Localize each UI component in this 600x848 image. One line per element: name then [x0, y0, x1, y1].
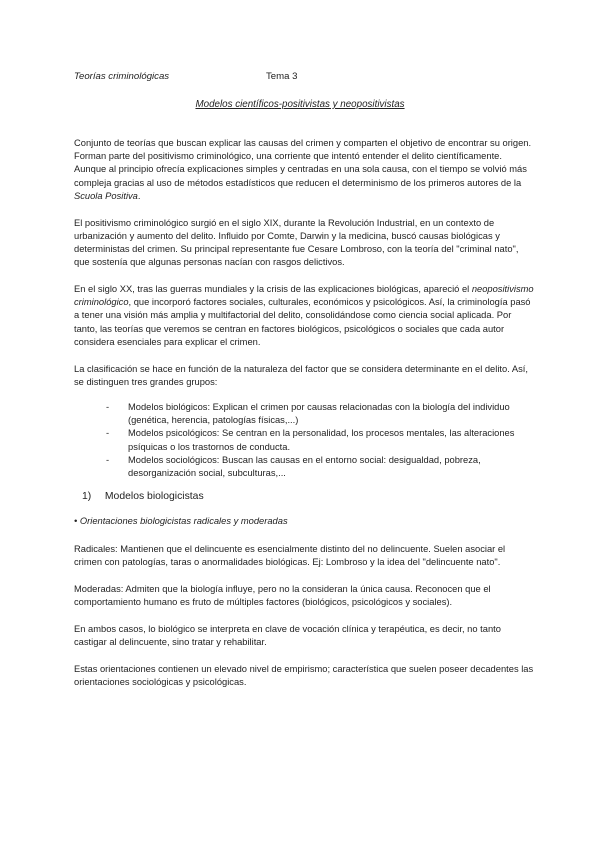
paragraph-neopositivism-end: , que incorporó factores sociales, culturales, económicos y psicológicos. Así, la criminología pasó a tener una visión más amplia y multifactorial del delito, consolidándose como ciencia social aplicada. Por tanto, las teorías que veremos se centran en factores biológicos, psicológicos o sociales que cada autor considera esenciales para explicar el crimen. [74, 297, 531, 347]
paragraph-neopositivism-italic: neopositivismo criminológico [74, 284, 534, 308]
section-heading [82, 490, 534, 503]
header-subject: Teorías criminológicas [74, 71, 170, 82]
paragraph-intro [74, 137, 534, 203]
document-body [74, 137, 534, 703]
page-header [74, 71, 298, 82]
list-item: - Modelos biológicos: Explican el crimen por causas relacionadas con la biología del individuo (genética, herencia, patologías físicas,...) [106, 401, 534, 427]
list-item: - Modelos psicológicos: Se centran en la personalidad, los procesos mentales, las alteraciones psíquicas o los trastornos de conducta. [106, 427, 534, 453]
paragraph-neopositivism [74, 283, 534, 349]
paragraph-classification: La clasificación se hace en función de la naturaleza del factor que se considera determinante en el delito. Así, se distinguen tres grandes grupos: [74, 363, 528, 387]
section-number: 1) [82, 491, 92, 503]
paragraph-intro-end: . [137, 190, 141, 201]
paragraph-positivism: El positivismo criminológico surgió en el siglo XIX, durante la Revolución Industrial, en un contexto de urbanización y aumento del delito. Influido por Comte, Darwin y la medicina, buscó causas biológicas y deterministas del crimen. Su principal representante fue Cesare Lombroso, con la teoría del "criminal nato", que sostenía que algunas personas nacían con rasgos delictivos. [74, 217, 519, 268]
header-tema: Tema 3 [266, 71, 298, 82]
paragraph-moderadas: Moderadas: Admiten que la biología influye, pero no la consideran la única causa. Reconocen que el comportamiento humano es fruto de múltiples factores (biológicos, psicológicos y sociales). [74, 583, 491, 607]
paragraph-radicales: Radicales: Mantienen que el delincuente es esencialmente distinto del no delincuente. Suelen asociar el crimen con patologías, taras o anormalidades biológicas. Ej: Lombroso y la idea del "delincuente nato". [74, 543, 506, 567]
paragraph-ambos-casos: En ambos casos, lo biológico se interpreta en clave de vocación clínica y terapéutica, es decir, no tanto castigar al delincuente, sino tratar y rehabilitar. [74, 623, 501, 647]
paragraph-empirismo: Estas orientaciones contienen un elevado nivel de empirismo; característica que suelen poseer decadentes las orientaciones sociológicas y psicológicas. [74, 663, 534, 687]
document-title: Modelos científicos-positivistas y neopositivistas [195, 99, 405, 110]
paragraph-intro-text: Conjunto de teorías que buscan explicar las causas del crimen y comparten el objetivo de encontrar su origen. Forman parte del positivismo criminológico, una corriente que intentó entender el delito científicamente. Aunque al principio ofrecía explicaciones simples y centradas en una sola causa, con el tiempo se volvió más compleja gracias al uso de métodos estadísticos que reducen el determinismo de los primeros autores de la [74, 138, 532, 188]
list-item: - Modelos sociológicos: Buscan las causas en el entorno social: desigualdad, pobreza, desorganización social, subculturas,... [106, 454, 534, 480]
paragraph-intro-italic: Scuola Positiva [74, 190, 138, 201]
subheading: • Orientaciones biologicistas radicales y moderadas [74, 516, 288, 527]
section-label: Modelos biologicistas [104, 491, 204, 503]
paragraph-neopositivism-start: En el siglo XX, tras las guerras mundiales y la crisis de las explicaciones biológicas, apareció el [74, 284, 472, 295]
groups-list [74, 401, 534, 480]
